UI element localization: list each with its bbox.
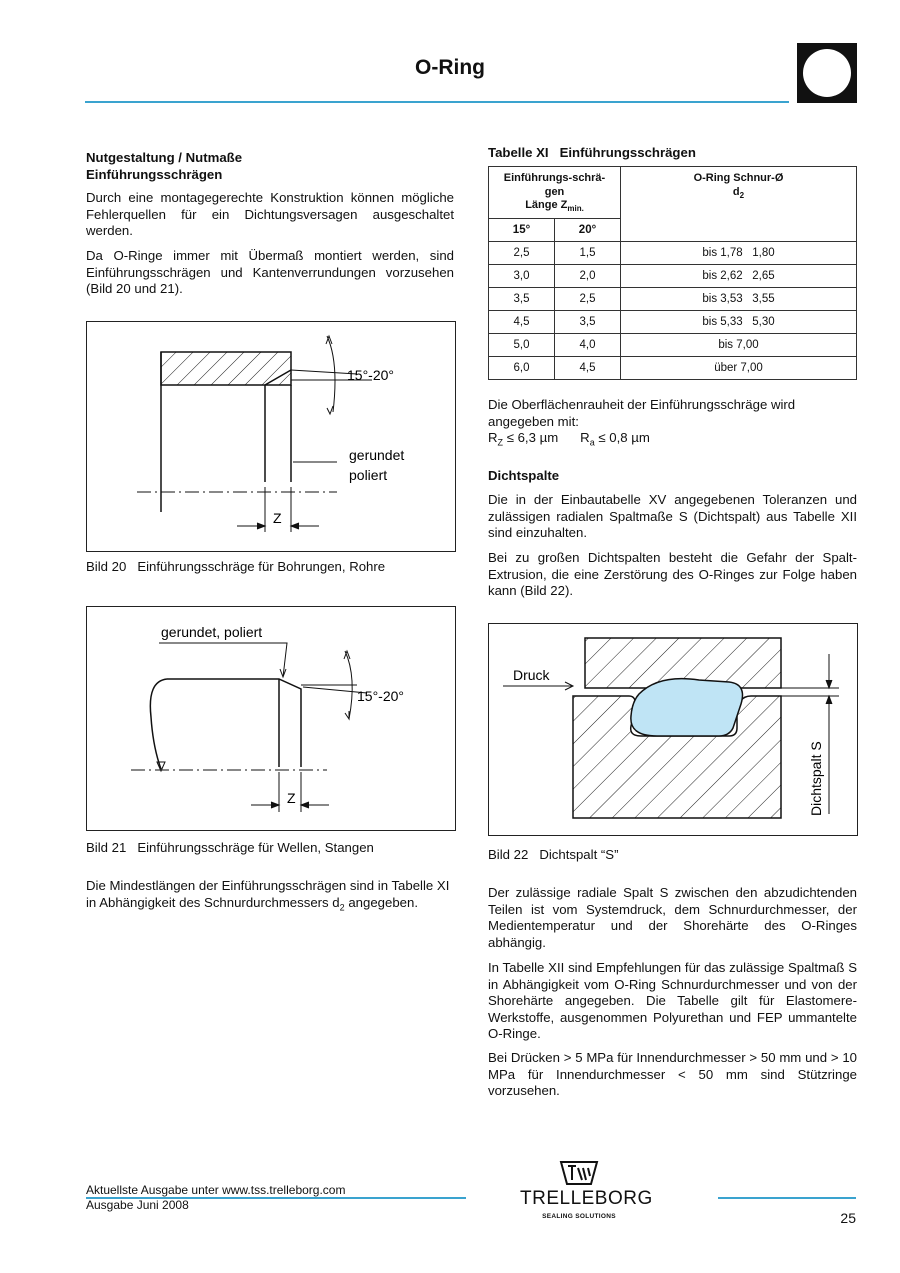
table-col-15: 15° <box>489 219 555 242</box>
header-rule <box>85 101 789 103</box>
figure-22-caption <box>488 847 618 862</box>
figure-20-caption <box>86 559 385 574</box>
oversize-paragraph: Da O-Ringe immer mit Übermaß montiert werden, sind Einführungsschrägen und Kantenverrundungen vorzusehen (Bild 20 und 21). <box>86 248 454 297</box>
table-title-text: Einführungsschrägen <box>559 145 696 160</box>
page-title: O-Ring <box>415 56 485 79</box>
table-row: 3,5 2,5 bis 3,53 3,55 <box>489 288 857 311</box>
table-head-left: Einführungs-schrä- gen Länge $Z_{min.}$ <box>489 167 621 219</box>
table-row: 3,0 2,0 bis 2,62 2,65 <box>489 265 857 288</box>
fig20-label-gerundet: gerundet <box>349 447 405 463</box>
footer-text <box>86 1183 345 1198</box>
fig21-angle: 15°-20° <box>357 688 405 704</box>
table-row: 5,0 4,0 bis 7,00 <box>489 334 857 357</box>
heading-line-2: Einführungsschrägen <box>86 166 223 182</box>
fig20-label-poliert: poliert <box>349 467 388 483</box>
section-logo <box>797 43 857 103</box>
roughness-values: $R_Z \le 6,3$ µm $R_a \le 0,8$ µm <box>488 430 650 448</box>
page-number: 25 <box>840 1210 856 1226</box>
fig21-z: Z <box>287 790 296 806</box>
caption-number: Bild 20 <box>86 559 127 574</box>
fig21-label: gerundet, poliert <box>161 624 263 640</box>
footer-edition: Ausgabe Juni 2008 <box>86 1198 189 1212</box>
caption-text: Einführungsschräge für Wellen, Stangen <box>137 840 374 855</box>
table-row: 6,0 4,5 über 7,00 <box>489 357 857 380</box>
figure-21 <box>86 606 456 831</box>
heading-line-1: Nutgestaltung / Nutmaße <box>86 150 243 165</box>
circle-icon <box>803 49 851 97</box>
figure-20 <box>86 321 456 552</box>
caption-number: Bild 22 <box>488 847 529 862</box>
fig22-druck: Druck <box>513 667 550 683</box>
table-row: 2,5 1,5 bis 1,78 1,80 <box>489 242 857 265</box>
figure-22 <box>488 623 858 836</box>
section-heading <box>86 150 456 183</box>
tolerance-paragraph: Die in der Einbautabelle XV angegebenen Toleranzen und zulässigen radialen Spaltmaße S (Dichtspalt) aus Tabelle XII sind einzuhalten. <box>488 492 857 541</box>
dichtspalte-heading: Dichtspalte <box>488 468 560 483</box>
backup-ring-paragraph: Bei Drücken > 5 MPa für Innendurchmesser > 50 mm und > 10 MPa für Innendurchmesser < 50 mm sind Stützringe vorzusehen. <box>488 1050 857 1099</box>
table-number: Tabelle XI <box>488 145 549 160</box>
caption-text: Dichtspalt “S” <box>539 847 619 862</box>
fig20-angle: 15°-20° <box>347 367 395 383</box>
brand-subtitle: SEALING SOLUTIONS <box>542 1213 616 1220</box>
min-length-paragraph: Die Mindestlängen der Einführungsschrägen sind in Tabelle XI in Abhängigkeit des Schnurdurchmessers $d_2$ angegeben. <box>86 878 450 913</box>
recommendation-paragraph: In Tabelle XII sind Empfehlungen für das zulässige Spaltmaß S in Abhängigkeit vom O-Ring Schnurdurchmesser und von der Shorehärte angegeben. Die Tabelle gilt für Elastomere-Werkstoffe, ausgenommen Polyurethan und FEP ummantelte O-Ringe. <box>488 960 857 1042</box>
roughness-paragraph: Die Oberflächenrauheit der Einführungsschräge wird angegeben mit: <box>488 397 796 429</box>
figure-22-drawing <box>489 624 857 835</box>
table-col-20: 20° <box>555 219 621 242</box>
footer-url-line: Aktuellste Ausgabe unter www.tss.trelleborg.com <box>86 1183 346 1197</box>
footer-rule-right <box>718 1197 856 1199</box>
table-row: 4,5 3,5 bis 5,33 5,30 <box>489 311 857 334</box>
table-xi <box>488 166 857 380</box>
fig20-z: Z <box>273 510 282 526</box>
figure-20-drawing <box>87 322 455 551</box>
table-head-right: O-Ring Schnur-Ø $d_2$ <box>621 167 857 242</box>
figure-21-drawing <box>87 607 455 830</box>
caption-number: Bild 21 <box>86 840 127 855</box>
brand-name: TRELLEBORG <box>520 1188 653 1209</box>
gap-paragraph: Der zulässige radiale Spalt S zwischen den abzudichtenden Teilen ist vom Systemdruck, dem Schnurdurchmesser, der Medientemperatur und der Shorehärte des O-Ringes abhängig. <box>488 885 857 950</box>
fig22-dichtspalt: Dichtspalt S <box>808 741 824 816</box>
table-title <box>488 145 696 162</box>
caption-text: Einführungsschräge für Bohrungen, Rohre <box>137 559 386 574</box>
extrusion-paragraph: Bei zu großen Dichtspalten besteht die Gefahr der Spalt-Extrusion, die eine Zerstörung des O-Ringes zur Folge haben kann (Bild 22). <box>488 550 857 599</box>
figure-21-caption <box>86 840 374 855</box>
intro-paragraph: Durch eine montagegerechte Konstruktion können mögliche Fehlerquellen für ein Dichtungsversagen ausgeschaltet werden. <box>86 190 454 239</box>
